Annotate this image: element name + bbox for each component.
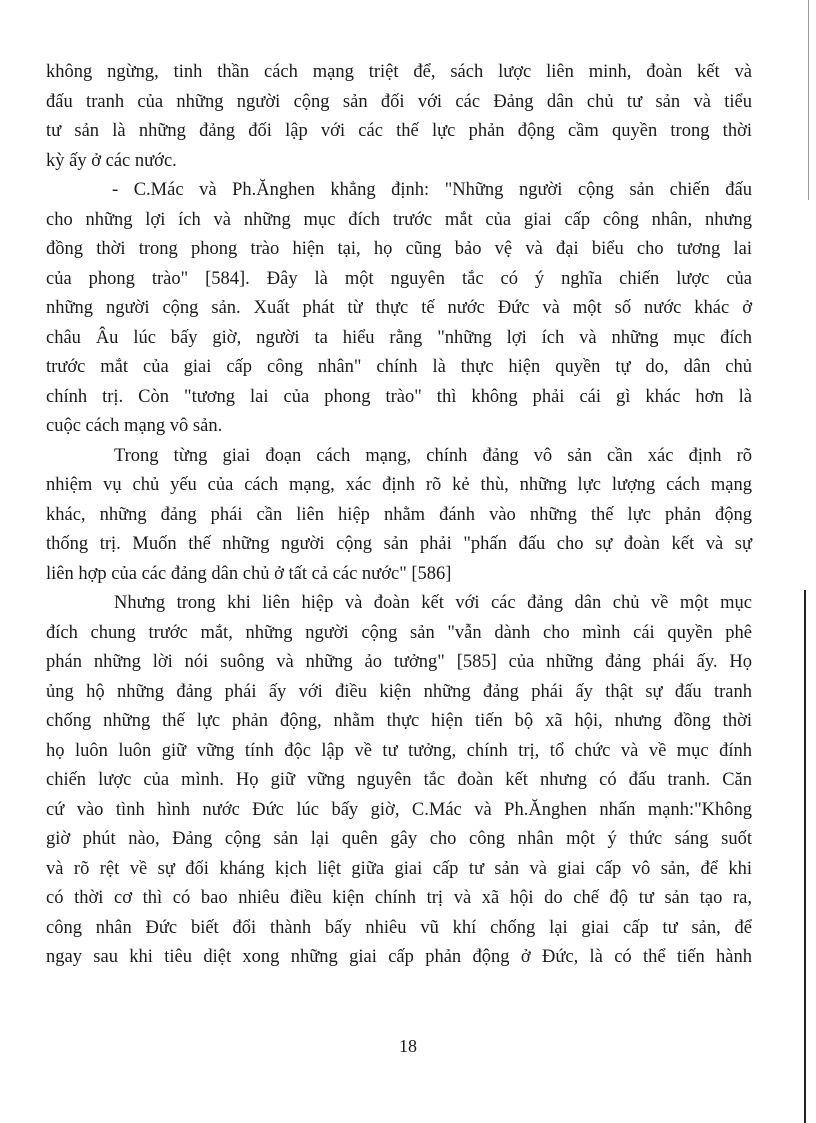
text-line-25: chiến lược của mình. Họ giữ vững nguyên tắc đoàn kết nhưng có đấu tranh. Căn: [46, 770, 752, 790]
text-line-24: họ luôn luôn giữ vững tính độc lập về tư tưởng, chính trị, tổ chức và về mục đính: [46, 740, 752, 761]
text-line-9: những người cộng sản. Xuất phát từ thực tế nước Đức và một số nước khác ở: [46, 298, 752, 318]
text-line-29: có thời cơ thì có bao nhiêu điều kiện chính trị và xã hội do chế độ tư sản tạo ra,: [46, 888, 752, 908]
text-line-4: kỳ ấy ở các nước.: [46, 150, 177, 171]
text-line-27: giờ phút nào, Đảng cộng sản lại quên gây cho công nhân một ý thức sáng suốt: [46, 829, 752, 849]
text-line-28: và rõ rệt về sự đối kháng kịch liệt giữa giai cấp tư sản và giai cấp vô sản, để khi: [46, 858, 752, 879]
text-line-20: đích chung trước mắt, những người cộng sản "vẫn dành cho mình cái quyền phê: [46, 622, 752, 643]
scan-edge-line: [804, 590, 806, 1123]
text-line-7: đồng thời trong phong trào hiện tại, họ cũng bảo vệ và đại biểu cho tương lai: [46, 239, 752, 259]
text-line-19: Nhưng trong khi liên hiệp và đoàn kết với các đảng dân chủ về một mục: [114, 593, 752, 613]
text-line-13: cuộc cách mạng vô sản.: [46, 416, 223, 436]
scan-edge-line-top: [808, 0, 809, 200]
text-line-6: cho những lợi ích và những mục đích trước mắt của giai cấp công nhân, nhưng: [46, 209, 752, 230]
text-line-18: liên hợp của các đảng dân chủ ở tất cả các nước" [586]: [46, 563, 452, 584]
page-number: 18: [399, 1036, 417, 1056]
text-line-30: công nhân Đức biết đổi thành bấy nhiêu vũ khí chống lại giai cấp tư sản, để: [46, 917, 752, 938]
text-line-3: tư sản là những đảng đối lập với các thế lực phản động cầm quyền trong thời: [46, 121, 752, 141]
text-line-15: nhiệm vụ chủ yếu của cách mạng, xác định rõ kẻ thù, những lực lượng cách mạng: [46, 475, 752, 495]
text-line-1: không ngừng, tinh thần cách mạng triệt để, sách lược liên minh, đoàn kết và: [46, 62, 752, 82]
text-line-21: phán những lời nói suông và những ảo tưởng" [585] của những đảng phái ấy. Họ: [46, 652, 752, 672]
text-line-8: của phong trào" [584]. Đây là một nguyên tắc có ý nghĩa chiến lược của: [46, 268, 752, 289]
text-line-10: châu Âu lúc bấy giờ, người ta hiểu rằng "những lợi ích và những mục đích: [46, 327, 752, 348]
text-line-14: Trong từng giai đoạn cách mạng, chính đảng vô sản cần xác định rõ: [114, 445, 752, 466]
text-line-23: chống những thế lực phản động, nhằm thực hiện tiến bộ xã hội, nhưng đồng thời: [46, 711, 752, 731]
text-line-16: khác, những đảng phái cần liên hiệp nhằm đánh vào những thế lực phản động: [46, 504, 752, 525]
text-line-31: ngay sau khi tiêu diệt xong những giai cấp phản động ở Đức, là có thể tiến hành: [46, 947, 752, 967]
text-line-12: chính trị. Còn "tương lai của phong trào" thì không phải cái gì khác hơn là: [46, 386, 752, 407]
text-line-22: ủng hộ những đảng phái ấy với điều kiện những đảng phái ấy thật sự đấu tranh: [46, 681, 752, 702]
text-line-2: đấu tranh của những người cộng sản đối với các Đảng dân chủ tư sản và tiểu: [46, 91, 752, 112]
text-line-26: cứ vào tình hình nước Đức lúc bấy giờ, C.Mác và Ph.Ănghen nhấn mạnh:"Không: [46, 799, 752, 820]
body-text: [46, 58, 752, 973]
text-line-17: thống trị. Muốn thế những người cộng sản phải "phấn đấu cho sự đoàn kết và sự: [46, 534, 752, 554]
text-line-5: - C.Mác và Ph.Ănghen khẳng định: "Những người cộng sản chiến đấu: [112, 180, 752, 200]
text-line-11: trước mắt của giai cấp công nhân" chính là thực hiện quyền tự do, dân chủ: [46, 357, 752, 377]
